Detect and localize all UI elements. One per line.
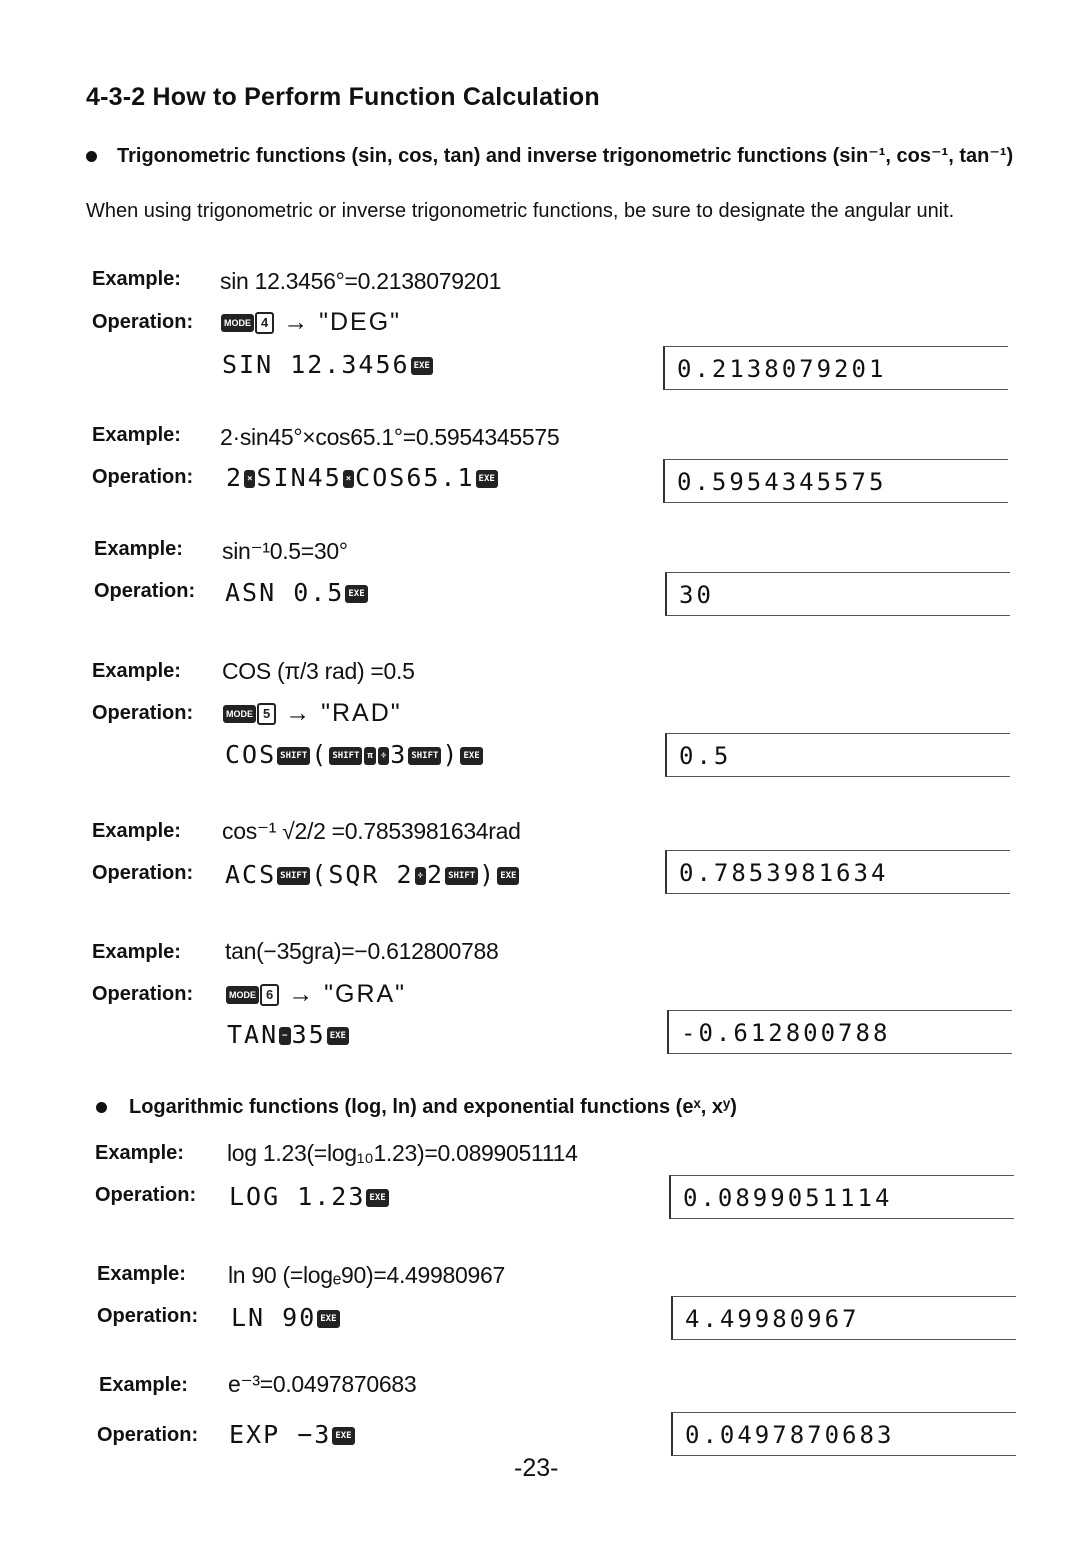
example-label: Example: [99, 1374, 188, 1396]
divide-key: ÷ [378, 747, 389, 765]
shift-key: SHIFT [277, 747, 310, 765]
example-expression: sin⁻¹0.5=30° [222, 538, 348, 564]
pi-key: π [364, 747, 375, 765]
key-sequence-text: 35 [291, 1020, 326, 1049]
key-sequence-text: LOG 1.23 [229, 1182, 366, 1211]
key-sequence-text: SQR 2 [328, 860, 414, 889]
multiply-key: × [244, 470, 255, 488]
key-sequence-text: COS [225, 740, 277, 769]
trig-intro: When using trigonometric or inverse trigonometric functions, be sure to designate the angular unit. [86, 200, 955, 222]
multiply-key: × [343, 470, 354, 488]
example-expression: 2·sin45°×cos65.1°=0.5954345575 [220, 424, 560, 450]
key-sequence-text: SIN45 [256, 463, 342, 492]
shift-key: SHIFT [329, 747, 362, 765]
example-label: Example: [95, 1142, 184, 1164]
exe-key: EXE [327, 1027, 349, 1045]
shift-key: SHIFT [277, 867, 310, 885]
key-sequence-text: 3 [390, 740, 408, 769]
operation-label: Operation: [97, 1424, 199, 1446]
trig-bullet-title [86, 141, 1016, 171]
key-sequence-text: SIN 12.3456 [222, 350, 410, 379]
exe-key: EXE [345, 585, 367, 603]
key-sequence-text: ASN 0.5 [225, 578, 345, 607]
key-sequence-text: TAN [227, 1020, 279, 1049]
example-label: Example: [97, 1263, 186, 1285]
calculator-display: 0.5 [665, 733, 1010, 777]
mode-result: → "DEG" [283, 308, 402, 336]
calculator-display: 0.0497870683 [671, 1412, 1016, 1456]
bullet-dot [96, 1102, 107, 1113]
key-sequence [225, 860, 520, 889]
mode-operation [225, 980, 406, 1009]
key-sequence [222, 350, 434, 379]
key-sequence [225, 578, 369, 607]
mode-key: MODE [223, 705, 256, 723]
page-number: -23- [514, 1454, 559, 1482]
example-label: Example: [92, 424, 181, 446]
operation-label: Operation: [95, 1184, 197, 1206]
example-expression: ln 90 (=logₑ90)=4.49980967 [228, 1262, 505, 1288]
example-label: Example: [94, 538, 183, 560]
example-label: Example: [92, 268, 181, 290]
paren-close-key: ) [442, 740, 460, 769]
bullet-dot [86, 151, 97, 162]
mode-key: MODE [226, 986, 259, 1004]
section-title: 4-3-2 How to Perform Function Calculation [86, 83, 600, 111]
calculator-display: 4.49980967 [671, 1296, 1016, 1340]
example-expression: COS (π/3 rad) =0.5 [222, 658, 415, 684]
example-label: Example: [92, 820, 181, 842]
key-sequence-text: EXP −3 [229, 1420, 332, 1449]
exe-key: EXE [497, 867, 519, 885]
log-bullet-text: Logarithmic functions (log, ln) and exponential functions (eˣ, xʸ) [129, 1096, 737, 1118]
calculator-display: 0.0899051114 [669, 1175, 1014, 1219]
key-sequence-text: LN 90 [231, 1303, 317, 1332]
operation-label: Operation: [97, 1305, 199, 1327]
key-sequence [231, 1303, 341, 1332]
calculator-display: -0.612800788 [667, 1010, 1012, 1054]
mode-key: MODE [221, 314, 254, 332]
key-sequence [226, 463, 499, 492]
mode-result: → "GRA" [288, 980, 407, 1008]
exe-key: EXE [366, 1189, 388, 1207]
example-expression: e⁻³=0.0497870683 [228, 1371, 417, 1397]
log-bullet-title [96, 1095, 737, 1119]
minus-key: − [279, 1027, 290, 1045]
example-expression: tan(−35gra)=−0.612800788 [225, 938, 499, 964]
example-label: Example: [92, 660, 181, 682]
key-sequence-text: ACS [225, 860, 277, 889]
example-expression: cos⁻¹ √2/2 =0.7853981634rad [222, 818, 521, 844]
key-sequence-text: 2 [226, 463, 244, 492]
trig-bullet-text: Trigonometric functions (sin, cos, tan) and inverse trigonometric functions (sin⁻¹, cos⁻¹, tan⁻¹) [117, 145, 1014, 167]
key-sequence-text: 2 [427, 860, 445, 889]
calculator-display: 0.5954345575 [663, 459, 1008, 503]
mode-operation [220, 308, 401, 337]
operation-label: Operation: [92, 983, 194, 1005]
paren-open-key: ( [311, 740, 329, 769]
mode-result: → "RAD" [285, 699, 402, 727]
exe-key: EXE [317, 1310, 339, 1328]
shift-key: SHIFT [445, 867, 478, 885]
paren-open-key: ( [311, 860, 329, 889]
digit-key: 6 [260, 984, 279, 1006]
operation-label: Operation: [94, 580, 196, 602]
operation-label: Operation: [92, 311, 194, 333]
key-sequence [225, 740, 484, 769]
operation-label: Operation: [92, 466, 194, 488]
shift-key: SHIFT [408, 747, 441, 765]
key-sequence [229, 1182, 390, 1211]
example-label: Example: [92, 941, 181, 963]
key-sequence [227, 1020, 350, 1049]
exe-key: EXE [460, 747, 482, 765]
mode-operation [222, 699, 402, 728]
exe-key: EXE [476, 470, 498, 488]
divide-key: ÷ [415, 867, 426, 885]
exe-key: EXE [332, 1427, 354, 1445]
calculator-display: 0.2138079201 [663, 346, 1008, 390]
key-sequence [229, 1420, 356, 1449]
digit-key: 4 [255, 312, 274, 334]
key-sequence-text: COS65.1 [355, 463, 475, 492]
digit-key: 5 [257, 703, 276, 725]
exe-key: EXE [411, 357, 433, 375]
calculator-display: 30 [665, 572, 1010, 616]
operation-label: Operation: [92, 702, 194, 724]
calculator-display: 0.7853981634 [665, 850, 1010, 894]
example-expression: sin 12.3456°=0.2138079201 [220, 268, 502, 294]
paren-close-key: ) [479, 860, 497, 889]
example-expression: log 1.23(=log₁₀1.23)=0.0899051114 [227, 1140, 578, 1166]
operation-label: Operation: [92, 862, 194, 884]
